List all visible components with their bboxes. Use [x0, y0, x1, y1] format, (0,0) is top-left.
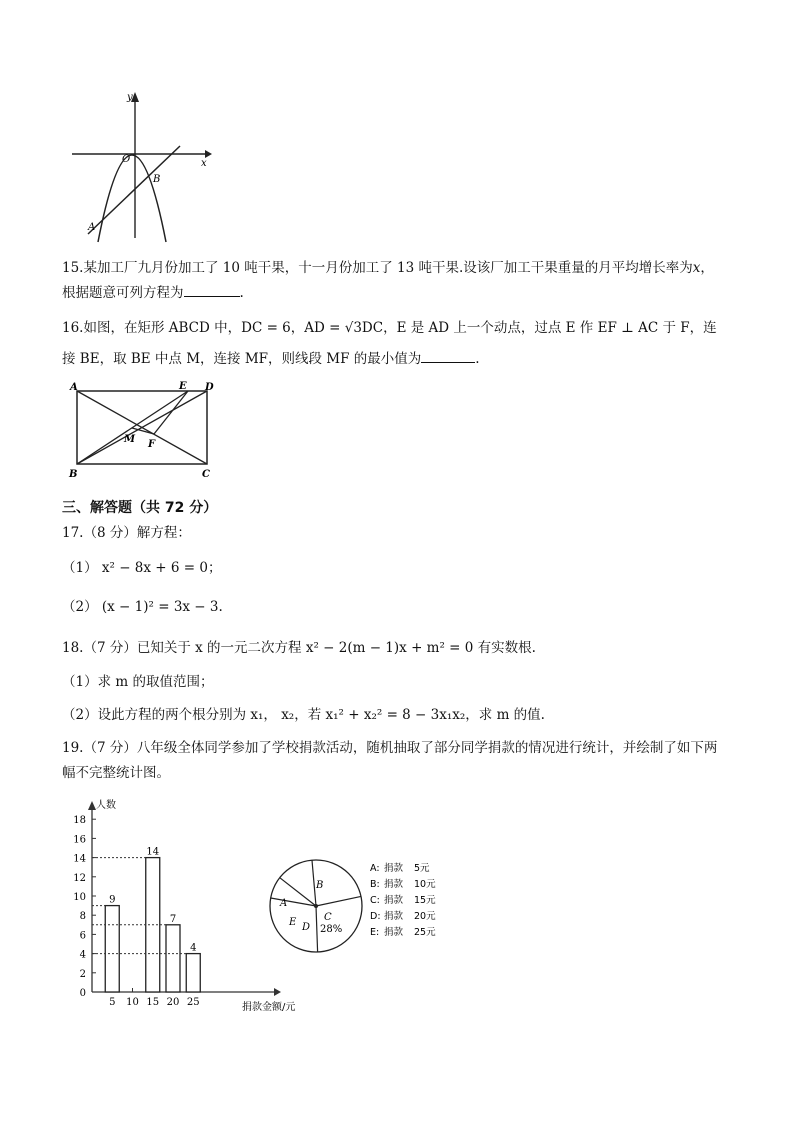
graph-point-a-label: A	[88, 222, 96, 233]
bar-x-tick-label: 20	[166, 997, 180, 1008]
bar-y-tick-label: 6	[79, 930, 86, 942]
bar-y-tick-label: 12	[73, 872, 86, 884]
rect-label-e: E	[179, 381, 187, 392]
q15-answer-blank	[184, 296, 240, 297]
pie-legend-amount-1: 5元	[414, 863, 430, 874]
pie-chart	[262, 858, 462, 954]
bar-y-tick-label: 8	[79, 911, 86, 923]
pie-center-dot	[314, 904, 318, 908]
pie-slice-label-d: D	[302, 922, 311, 933]
q17-part1: （1） x² − 8x + 6 = 0；	[62, 560, 222, 576]
rect-label-a: A	[70, 382, 78, 393]
rect-label-c: C	[202, 469, 210, 480]
pie-legend-key-1: A:	[370, 863, 380, 874]
q17-part2: （2） (x − 1)² = 3x − 3.	[62, 599, 223, 615]
rect-label-b: B	[69, 469, 78, 480]
q18-part1: （1）求 m 的取值范围；	[62, 674, 214, 690]
bar-value-label: 14	[146, 846, 160, 858]
q15-comma: ，	[700, 260, 714, 276]
pie-percent-label-c: 28%	[320, 924, 343, 935]
bar-y-axis-title: 人数	[96, 800, 116, 811]
q15-var: x	[692, 260, 701, 276]
pie-legend-label-5: 捐款	[384, 927, 404, 938]
bar-value-label: 7	[169, 913, 177, 925]
q18-stem: 18.（7 分）已知关于 x 的一元二次方程 x² − 2(m − 1)x + m² = 0 有实数根.	[62, 640, 536, 656]
graph-origin-label: O	[122, 154, 131, 165]
pie-legend-key-4: D:	[370, 911, 381, 922]
q19-line1: 19.（7 分）八年级全体同学参加了学校捐款活动，随机抽取了部分同学捐款的情况进行统计，并绘制了如下两	[62, 740, 718, 756]
bar-x-axis-title: 捐款金额/元	[242, 1002, 296, 1013]
bar-y-tick-label: 16	[73, 834, 86, 846]
pie-legend-amount-3: 15元	[414, 895, 436, 906]
bar-5	[105, 906, 119, 992]
rect-label-f: F	[148, 439, 156, 450]
q18-part2: （2）设此方程的两个根分别为 x₁， x₂，若 x₁² + x₂² = 8 − 3x₁x₂，求 m 的值.	[62, 707, 545, 723]
pie-legend-amount-4: 20元	[414, 911, 436, 922]
bar-y-tick-label: 2	[79, 968, 86, 980]
pie-legend-label-2: 捐款	[384, 879, 404, 890]
bar-x-tick-label: 10	[126, 997, 139, 1008]
graph-x-arrow	[205, 150, 212, 158]
bar-y-tick-label: 10	[73, 892, 86, 903]
q15-line2	[62, 283, 244, 303]
q16-line1-text: 16.如图，在矩形 ABCD 中，DC = 6，AD = √3DC，E 是 AD 上一个动点，过点 E 作 EF ⊥ AC 于 F，连	[62, 320, 717, 336]
pie-legend-key-5: E:	[370, 927, 380, 938]
bar-value-label: 4	[190, 942, 197, 954]
pie-legend-label-4: 捐款	[384, 911, 404, 922]
q16-line1	[62, 318, 717, 338]
bar-25	[186, 954, 200, 992]
bar-x-tick-label: 5	[109, 997, 116, 1008]
q15-line1-text: 15.某加工厂九月份加工了 10 吨干果，十一月份加工了 13 吨干果.设该厂加工干果重量的月平均增长率为	[62, 260, 693, 276]
bar-x-tick-label: 15	[146, 997, 160, 1008]
bar-y-tick-label: 18	[73, 815, 86, 827]
section3-title: 三、解答题（共 72 分）	[62, 500, 218, 516]
pie-legend-amount-2: 10元	[414, 879, 436, 890]
bar-y-tick-label: 14	[73, 853, 86, 865]
segment-ef	[154, 391, 188, 434]
q16-line2	[62, 349, 480, 369]
q15-line1	[62, 258, 714, 278]
pie-legend-key-3: C:	[370, 895, 380, 906]
q16-answer-blank	[421, 362, 475, 363]
parabola-line-figure	[62, 88, 222, 246]
graph-x-axis-label: x	[201, 158, 207, 169]
rectangle-figure	[66, 378, 222, 484]
pie-legend-label-1: 捐款	[384, 863, 404, 874]
graph-y-axis-label: y	[127, 92, 133, 103]
rect-label-m: M	[124, 434, 136, 445]
bar-20	[166, 925, 180, 992]
bar-y-tick-label: 0	[79, 988, 86, 999]
graph-point-b-label: B	[153, 174, 161, 185]
pie-slice-label-e: E	[289, 917, 297, 928]
q15-end: .	[239, 285, 244, 301]
q16-line2-text: 接 BE，取 BE 中点 M，连接 MF，则线段 MF 的最小值为	[62, 351, 422, 367]
pie-legend-amount-5: 25元	[414, 927, 436, 938]
bar-x-tick-label: 25	[186, 997, 200, 1008]
pie-slice-label-c: C	[324, 912, 332, 923]
q16-end: .	[475, 351, 480, 367]
bar-x-axis-arrow	[274, 988, 281, 996]
pie-slice-label-b: B	[316, 880, 324, 891]
q19-line2: 幅不完整统计图。	[62, 765, 170, 781]
bar-y-tick-label: 4	[79, 949, 86, 961]
rect-label-d: D	[205, 382, 214, 393]
q17-stem: 17.（8 分）解方程：	[62, 525, 191, 541]
q15-line2-text: 根据题意可列方程为	[62, 285, 184, 301]
bar-y-axis-arrow	[88, 801, 96, 810]
bar-value-label: 9	[109, 894, 116, 906]
pie-slice-label-a: A	[280, 898, 288, 909]
pie-legend-label-3: 捐款	[384, 895, 404, 906]
parabola-curve	[98, 155, 166, 242]
straight-line	[88, 146, 180, 234]
pie-legend-key-2: B:	[370, 879, 380, 890]
